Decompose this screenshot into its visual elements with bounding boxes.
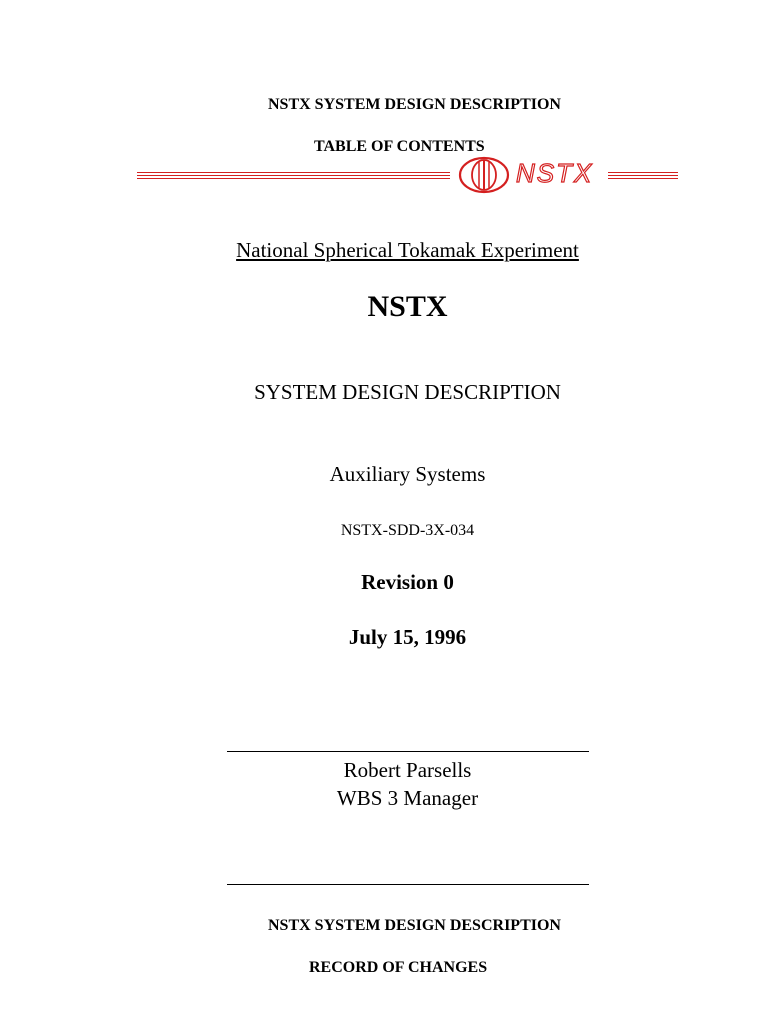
project-title: NSTX (367, 290, 448, 323)
header-section-title: TABLE OF CONTENTS (314, 138, 485, 155)
logo-rule-left-3 (137, 178, 450, 179)
signatory-name: Robert Parsells (343, 758, 472, 782)
signature-line-2 (227, 884, 589, 885)
signatory-role: WBS 3 Manager (336, 786, 479, 810)
header-doc-title: NSTX SYSTEM DESIGN DESCRIPTION (268, 96, 561, 113)
doc-type: SYSTEM DESIGN DESCRIPTION (254, 380, 561, 404)
revision: Revision 0 (361, 570, 454, 594)
footer-doc-title: NSTX SYSTEM DESIGN DESCRIPTION (268, 917, 561, 934)
logo-rule-right-3 (608, 178, 678, 179)
date: July 15, 1996 (348, 625, 467, 649)
logo-text: NSTX (516, 158, 594, 188)
logo-rule-right-1 (608, 172, 678, 173)
footer-section-title: RECORD OF CHANGES (309, 959, 488, 976)
experiment-name: National Spherical Tokamak Experiment (236, 238, 579, 262)
doc-number: NSTX-SDD-3X-034 (340, 522, 475, 539)
signature-line (227, 751, 589, 752)
logo-rule-right-2 (608, 175, 678, 176)
subject: Auxiliary Systems (329, 462, 486, 486)
logo-rule-left-1 (137, 172, 450, 173)
tokamak-emblem-icon (458, 156, 510, 194)
logo-rule-left-2 (137, 175, 450, 176)
